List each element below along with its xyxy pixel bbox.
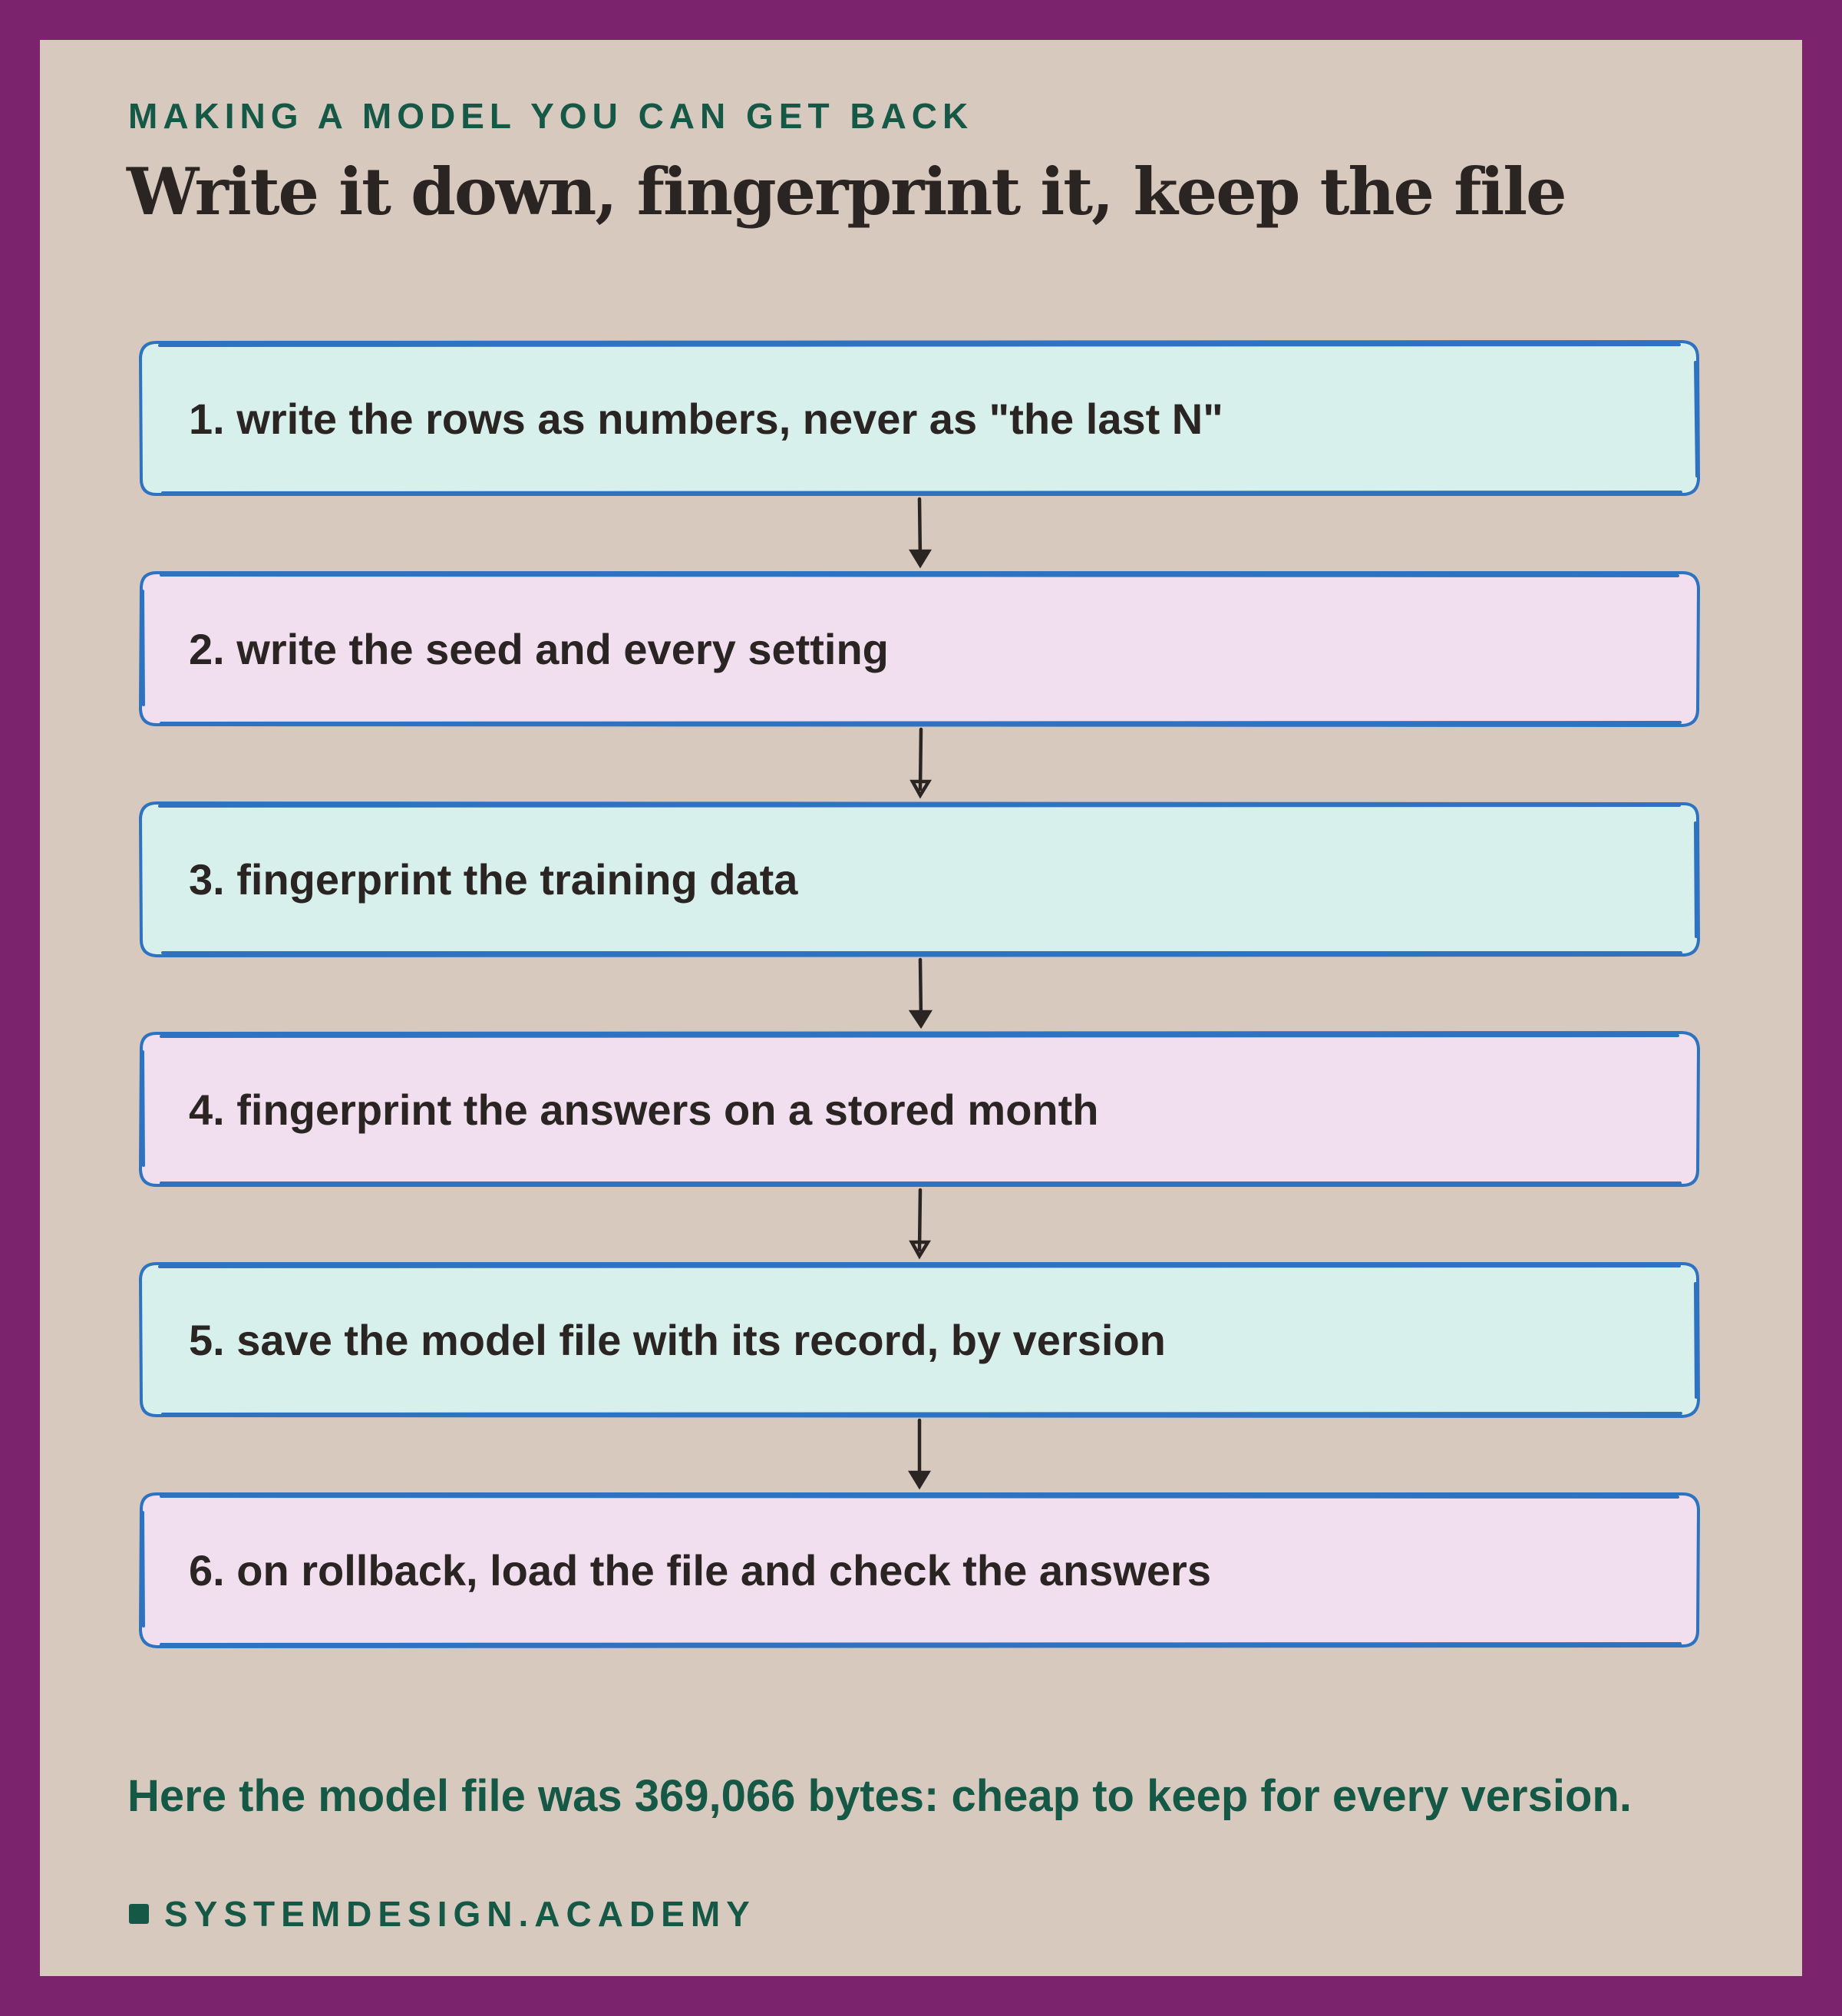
step-6-box [141, 1494, 1698, 1646]
step-1-label: 1. write the rows as numbers, never as "the last N" [189, 394, 1223, 443]
step-4-label: 4. fingerprint the answers on a stored month [189, 1085, 1099, 1134]
step-2-label: 2. write the seed and every setting [189, 624, 889, 673]
eyebrow: MAKING A MODEL YOU CAN GET BACK [128, 96, 974, 136]
page-title: Write it down, fingerprint it, keep the file [127, 154, 1566, 230]
brand-text: SYSTEMDESIGN.ACADEMY [164, 1894, 756, 1934]
step-3-label: 3. fingerprint the training data [189, 854, 798, 904]
brand [129, 1893, 756, 1935]
step-4-box [141, 1033, 1698, 1185]
card [40, 40, 1802, 1976]
step-3-box [141, 803, 1698, 955]
step-5-box [141, 1264, 1698, 1416]
step-1-box [141, 342, 1698, 494]
arrow-1-to-2 [912, 499, 929, 565]
footer-note: Here the model file was 369,066 bytes: cheap to keep for every version. [127, 1771, 1632, 1821]
arrow-2-to-3 [913, 729, 929, 795]
brand-square-icon [129, 1904, 149, 1924]
arrow-3-to-4 [912, 960, 929, 1026]
flow-overlay [40, 40, 1802, 1976]
arrow-4-to-5 [912, 1190, 928, 1256]
step-6-label: 6. on rollback, load the file and check the answers [189, 1545, 1211, 1595]
step-5-label: 5. save the model file with its record, by version [189, 1315, 1166, 1364]
step-2-box [141, 573, 1698, 725]
arrow-5-to-6 [911, 1420, 928, 1486]
